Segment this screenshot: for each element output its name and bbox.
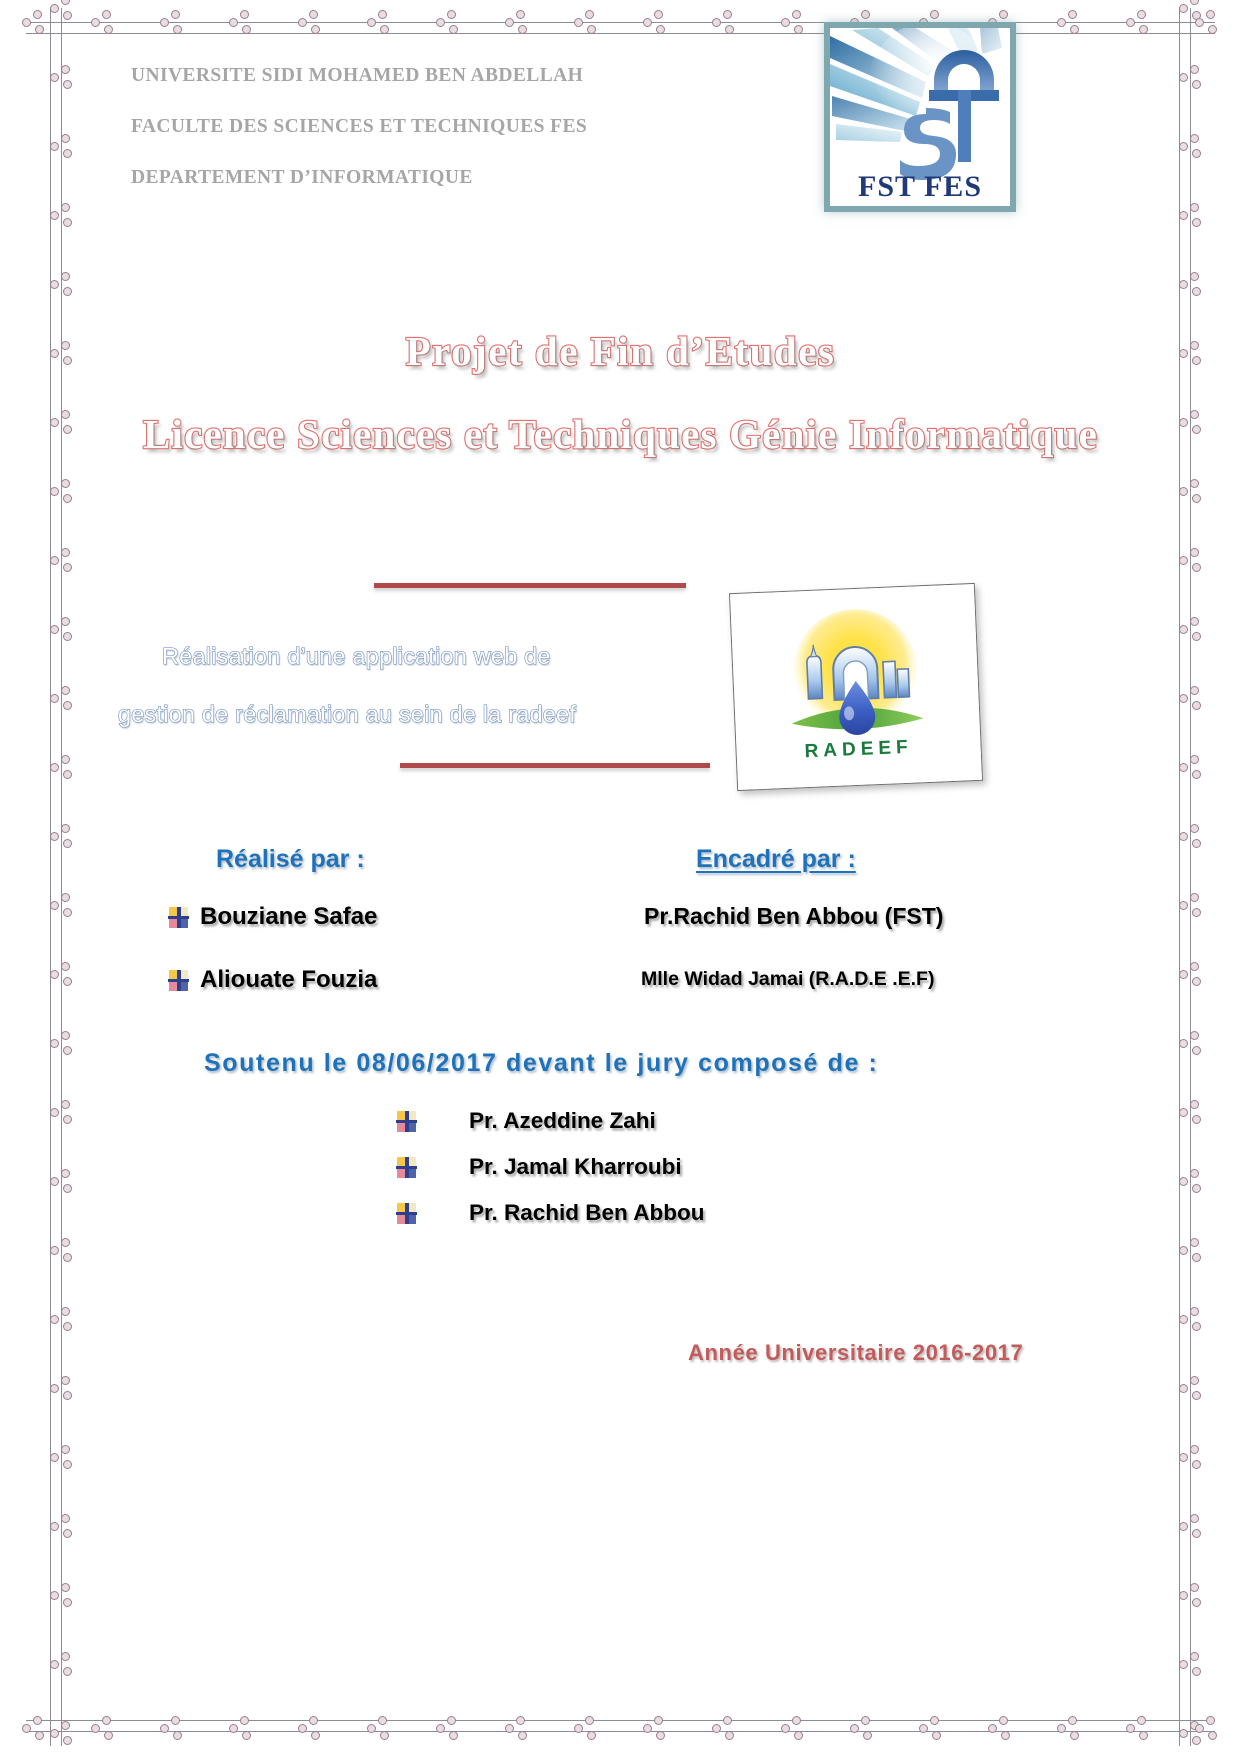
border-dot — [1068, 10, 1077, 19]
header-line-department: DEPARTEMENT D’INFORMATIQUE — [131, 167, 473, 188]
border-dot — [1190, 203, 1199, 212]
border-dot — [61, 134, 70, 143]
border-dot — [781, 18, 790, 27]
border-dot — [1190, 65, 1199, 74]
border-dot — [61, 548, 70, 557]
jury-list — [396, 1108, 704, 1246]
border-dot — [1192, 1667, 1201, 1676]
border-dot — [1192, 1529, 1201, 1538]
border-dot — [1190, 479, 1199, 488]
border-dot — [61, 479, 70, 488]
border-dot — [1190, 893, 1199, 902]
project-title-line-1 — [0, 327, 1241, 375]
border-dot — [380, 1731, 389, 1740]
border-dot — [1192, 1253, 1201, 1262]
border-dot — [850, 1724, 859, 1733]
fst-fes-logo — [824, 22, 1016, 212]
border-dot — [999, 10, 1008, 19]
border-dot — [436, 1724, 445, 1733]
border-dot — [1192, 287, 1201, 296]
border-dot — [61, 1031, 70, 1040]
border-dot — [1179, 556, 1188, 565]
border-dot — [1195, 1724, 1204, 1733]
border-dots-right — [1165, 2, 1205, 1752]
border-dot — [1179, 1591, 1188, 1600]
border-dot — [173, 25, 182, 34]
border-dot — [1192, 632, 1201, 641]
bullet-square-icon — [396, 1111, 417, 1132]
border-dot — [1190, 1514, 1199, 1523]
border-dot — [91, 18, 100, 27]
border-dot — [1137, 1716, 1146, 1725]
border-dot — [794, 25, 803, 34]
border-dot — [518, 1731, 527, 1740]
border-dot — [63, 1046, 72, 1055]
border-dot — [63, 494, 72, 503]
border-dot — [1190, 686, 1199, 695]
border-dot — [447, 1716, 456, 1725]
border-dot — [1192, 563, 1201, 572]
border-dot — [63, 770, 72, 779]
border-dot — [861, 1716, 870, 1725]
border-dot — [656, 25, 665, 34]
border-dot — [518, 25, 527, 34]
border-dot — [50, 1177, 59, 1186]
border-dot — [50, 1453, 59, 1462]
border-dot — [229, 1724, 238, 1733]
border-dot — [61, 893, 70, 902]
border-dot — [1192, 218, 1201, 227]
border-dot — [50, 970, 59, 979]
border-dot — [50, 1315, 59, 1324]
project-title-line-2-text: Licence Sciences et Techniques Génie Informatique — [142, 411, 1099, 457]
border-dot — [50, 1591, 59, 1600]
border-dot — [309, 10, 318, 19]
border-dot — [171, 1716, 180, 1725]
border-dot — [380, 25, 389, 34]
border-dot — [63, 632, 72, 641]
border-dot — [50, 901, 59, 910]
border-dot — [1179, 487, 1188, 496]
border-dot — [22, 1724, 31, 1733]
border-dot — [1139, 1731, 1148, 1740]
border-dot — [1070, 1731, 1079, 1740]
border-dot — [1192, 977, 1201, 986]
border-dot — [1179, 1522, 1188, 1531]
border-dot — [61, 686, 70, 695]
border-dots-top — [20, 8, 1221, 48]
border-dot — [1192, 11, 1201, 20]
border-dot — [63, 1115, 72, 1124]
border-dot — [61, 755, 70, 764]
jury-name-3: Pr. Rachid Ben Abbou — [469, 1200, 705, 1225]
border-dot — [1057, 18, 1066, 27]
header-line-faculty: FACULTE DES SCIENCES ET TECHNIQUES FES — [131, 116, 588, 137]
border-dot — [587, 1731, 596, 1740]
border-dot — [1137, 10, 1146, 19]
border-rule-left — [50, 8, 62, 1746]
border-dot — [1139, 25, 1148, 34]
border-dot — [654, 10, 663, 19]
border-dot — [585, 10, 594, 19]
border-dot — [104, 1731, 113, 1740]
border-dot — [516, 10, 525, 19]
border-dot — [63, 1322, 72, 1331]
project-subtitle-line-2: gestion de réclamation au sein de la radeef — [118, 701, 577, 727]
border-dot — [1179, 1039, 1188, 1048]
border-dot — [1179, 1246, 1188, 1255]
border-dot — [1192, 1322, 1201, 1331]
border-dot — [242, 1731, 251, 1740]
border-dot — [654, 1716, 663, 1725]
border-dot — [61, 272, 70, 281]
border-dot — [61, 0, 70, 5]
border-dot — [229, 18, 238, 27]
border-dot — [1001, 1731, 1010, 1740]
border-dot — [1190, 1169, 1199, 1178]
border-dot — [61, 1307, 70, 1316]
border-dot — [447, 10, 456, 19]
border-dot — [61, 1652, 70, 1661]
border-dot — [91, 1724, 100, 1733]
authors-heading: Réalisé par : — [216, 845, 365, 873]
border-dot — [1190, 1238, 1199, 1247]
border-dot — [50, 1246, 59, 1255]
border-dot — [1179, 73, 1188, 82]
border-dot — [516, 1716, 525, 1725]
border-dot — [712, 1724, 721, 1733]
border-dot — [63, 839, 72, 848]
border-dot — [63, 80, 72, 89]
border-dot — [1190, 134, 1199, 143]
border-dot — [50, 1108, 59, 1117]
border-dot — [61, 1376, 70, 1385]
border-dot — [643, 18, 652, 27]
border-dot — [1190, 962, 1199, 971]
border-dot — [50, 142, 59, 151]
border-dot — [1190, 1031, 1199, 1040]
border-dot — [1192, 1391, 1201, 1400]
border-dot — [102, 10, 111, 19]
border-dot — [1206, 10, 1215, 19]
border-dots-bottom — [20, 1706, 1221, 1746]
border-dot — [930, 1716, 939, 1725]
border-dot — [1190, 824, 1199, 833]
border-dot — [50, 763, 59, 772]
border-dot — [723, 1716, 732, 1725]
author-name-1: Bouziane Safae — [200, 903, 378, 930]
border-dot — [50, 694, 59, 703]
border-dot — [1179, 142, 1188, 151]
border-dot — [50, 832, 59, 841]
border-dot — [1190, 548, 1199, 557]
border-dot — [61, 1514, 70, 1523]
bullet-square-icon — [168, 970, 189, 991]
border-dot — [1192, 80, 1201, 89]
border-dot — [378, 10, 387, 19]
border-dot — [33, 1716, 42, 1725]
border-dot — [1190, 1100, 1199, 1109]
jury-row — [396, 1200, 704, 1226]
border-dot — [1192, 701, 1201, 710]
border-dot — [436, 18, 445, 27]
border-dot — [50, 1522, 59, 1531]
border-dot — [63, 977, 72, 986]
border-dot — [1126, 18, 1135, 27]
jury-row — [396, 1154, 704, 1180]
border-dot — [574, 1724, 583, 1733]
border-dot — [63, 1598, 72, 1607]
border-dot — [1179, 970, 1188, 979]
border-dot — [50, 487, 59, 496]
jury-name-2: Pr. Jamal Kharroubi — [469, 1154, 682, 1179]
border-dot — [61, 1169, 70, 1178]
border-dot — [725, 25, 734, 34]
border-dot — [1192, 1460, 1201, 1469]
border-dot — [861, 10, 870, 19]
bullet-square-icon — [396, 1157, 417, 1178]
border-dot — [309, 1716, 318, 1725]
border-dot — [367, 18, 376, 27]
institution-header — [131, 50, 771, 203]
border-dot — [1192, 839, 1201, 848]
border-dot — [61, 1238, 70, 1247]
project-subtitle — [118, 627, 738, 743]
border-dot — [1192, 770, 1201, 779]
border-dot — [102, 1716, 111, 1725]
border-dot — [63, 1529, 72, 1538]
border-dot — [63, 149, 72, 158]
border-dot — [63, 701, 72, 710]
border-dot — [1192, 1184, 1201, 1193]
svg-text:FST FES: FST FES — [858, 170, 982, 203]
border-dot — [61, 1100, 70, 1109]
border-dot — [1208, 1731, 1217, 1740]
border-dot — [298, 1724, 307, 1733]
border-dot — [378, 1716, 387, 1725]
border-dot — [1179, 4, 1188, 13]
border-dot — [1192, 1115, 1201, 1124]
supervisor-row-1 — [644, 903, 943, 930]
border-dot — [61, 1445, 70, 1454]
border-dots-left — [36, 2, 76, 1752]
border-rule-bottom — [26, 1720, 1215, 1732]
border-dot — [160, 1724, 169, 1733]
border-dot — [240, 1716, 249, 1725]
supervisor-name-1: Pr.Rachid Ben Abbou (FST) — [644, 903, 944, 929]
border-dot — [1179, 625, 1188, 634]
border-dot — [1179, 1177, 1188, 1186]
border-dot — [298, 18, 307, 27]
bullet-square-icon — [396, 1203, 417, 1224]
border-dot — [61, 1583, 70, 1592]
academic-year: Année Universitaire 2016-2017 — [688, 1340, 1024, 1365]
border-dot — [61, 824, 70, 833]
border-dot — [1179, 694, 1188, 703]
border-dot — [50, 625, 59, 634]
project-subtitle-line-1: Réalisation d’une application web de — [162, 643, 551, 669]
border-dot — [61, 65, 70, 74]
border-dot — [585, 1716, 594, 1725]
border-dot — [1192, 149, 1201, 158]
border-dot — [1179, 901, 1188, 910]
border-dot — [50, 280, 59, 289]
border-dot — [1192, 1046, 1201, 1055]
border-dot — [63, 1736, 72, 1745]
border-dot — [50, 211, 59, 220]
border-dot — [712, 18, 721, 27]
border-dot — [1179, 1315, 1188, 1324]
border-dot — [63, 1253, 72, 1262]
border-dot — [63, 563, 72, 572]
border-dot — [781, 1724, 790, 1733]
defense-line: Soutenu le 08/06/2017 devant le jury composé de : — [204, 1049, 879, 1077]
border-dot — [1126, 1724, 1135, 1733]
border-dot — [173, 1731, 182, 1740]
border-dot — [311, 25, 320, 34]
project-title-line-1-text: Projet de Fin d’Etudes — [405, 328, 836, 374]
border-dot — [505, 1724, 514, 1733]
border-dot — [63, 1184, 72, 1193]
border-dot — [1190, 1376, 1199, 1385]
border-dot — [61, 617, 70, 626]
border-dot — [1179, 1108, 1188, 1117]
header-line-university: UNIVERSITE SIDI MOHAMED BEN ABDELLAH — [131, 65, 584, 86]
border-dot — [1057, 1724, 1066, 1733]
border-dot — [1179, 280, 1188, 289]
border-dot — [863, 1731, 872, 1740]
author-row-2 — [168, 966, 377, 994]
border-dot — [50, 73, 59, 82]
border-dot — [449, 1731, 458, 1740]
border-dot — [792, 1716, 801, 1725]
border-dot — [794, 1731, 803, 1740]
border-dot — [919, 1724, 928, 1733]
border-dot — [1190, 0, 1199, 5]
border-dot — [160, 18, 169, 27]
border-dot — [1068, 1716, 1077, 1725]
border-dot — [1192, 908, 1201, 917]
page-decorative-border — [26, 8, 1215, 1746]
border-dot — [61, 962, 70, 971]
border-dot — [1190, 1721, 1199, 1730]
bullet-square-icon — [168, 907, 189, 928]
jury-row — [396, 1108, 704, 1134]
border-dot — [104, 25, 113, 34]
border-dot — [1190, 1583, 1199, 1592]
border-dot — [1190, 617, 1199, 626]
border-dot — [723, 10, 732, 19]
border-dot — [1179, 211, 1188, 220]
border-dot — [1070, 25, 1079, 34]
divider-rule-top — [374, 583, 686, 588]
border-dot — [240, 10, 249, 19]
border-dot — [1179, 1384, 1188, 1393]
border-dot — [63, 908, 72, 917]
supervisor-name-2: Mlle Widad Jamai (R.A.D.E .E.F) — [641, 968, 935, 990]
border-dot — [1179, 1660, 1188, 1669]
border-dot — [725, 1731, 734, 1740]
border-dot — [63, 218, 72, 227]
border-dot — [1179, 832, 1188, 841]
border-dot — [999, 1716, 1008, 1725]
border-dot — [449, 25, 458, 34]
jury-name-1: Pr. Azeddine Zahi — [469, 1108, 656, 1133]
border-dot — [63, 1667, 72, 1676]
border-dot — [61, 1721, 70, 1730]
radeef-wordmark: RADEEF — [804, 736, 914, 763]
border-dot — [1195, 18, 1204, 27]
border-dot — [1192, 1598, 1201, 1607]
border-dot — [587, 25, 596, 34]
author-row-1 — [168, 903, 377, 931]
border-dot — [1206, 1716, 1215, 1725]
border-dot — [1190, 755, 1199, 764]
border-dot — [932, 1731, 941, 1740]
supervisor-row-2 — [641, 968, 934, 991]
border-dot — [63, 1460, 72, 1469]
border-dot — [792, 10, 801, 19]
border-dot — [61, 203, 70, 212]
border-dot — [1192, 1736, 1201, 1745]
border-dot — [50, 556, 59, 565]
border-dot — [50, 1384, 59, 1393]
border-dot — [50, 1039, 59, 1048]
border-dot — [1190, 1307, 1199, 1316]
border-dot — [50, 4, 59, 13]
border-dot — [1179, 1729, 1188, 1738]
border-dot — [171, 10, 180, 19]
border-dot — [50, 1660, 59, 1669]
border-dot — [1190, 1652, 1199, 1661]
border-dot — [311, 1731, 320, 1740]
border-dot — [50, 1729, 59, 1738]
border-dot — [63, 1391, 72, 1400]
border-dot — [643, 1724, 652, 1733]
border-rule-top — [26, 22, 1215, 34]
border-dot — [930, 10, 939, 19]
border-dot — [1179, 763, 1188, 772]
border-dot — [35, 25, 44, 34]
border-dot — [1192, 494, 1201, 503]
border-dot — [1190, 272, 1199, 281]
border-dot — [22, 18, 31, 27]
border-dot — [1190, 1445, 1199, 1454]
border-dot — [242, 25, 251, 34]
border-dot — [63, 287, 72, 296]
border-dot — [988, 1724, 997, 1733]
supervisors-heading: Encadré par : — [696, 845, 856, 873]
border-dot — [505, 18, 514, 27]
border-dot — [367, 1724, 376, 1733]
project-title-line-2 — [0, 410, 1241, 458]
border-dot — [63, 11, 72, 20]
border-rule-right — [1179, 8, 1191, 1746]
border-dot — [33, 10, 42, 19]
border-dot — [35, 1731, 44, 1740]
border-dot — [1208, 25, 1217, 34]
border-dot — [656, 1731, 665, 1740]
author-name-2: Aliouate Fouzia — [200, 966, 378, 993]
border-dot — [574, 18, 583, 27]
divider-rule-bottom — [400, 763, 710, 768]
radeef-logo — [729, 583, 983, 791]
border-dot — [1179, 1453, 1188, 1462]
